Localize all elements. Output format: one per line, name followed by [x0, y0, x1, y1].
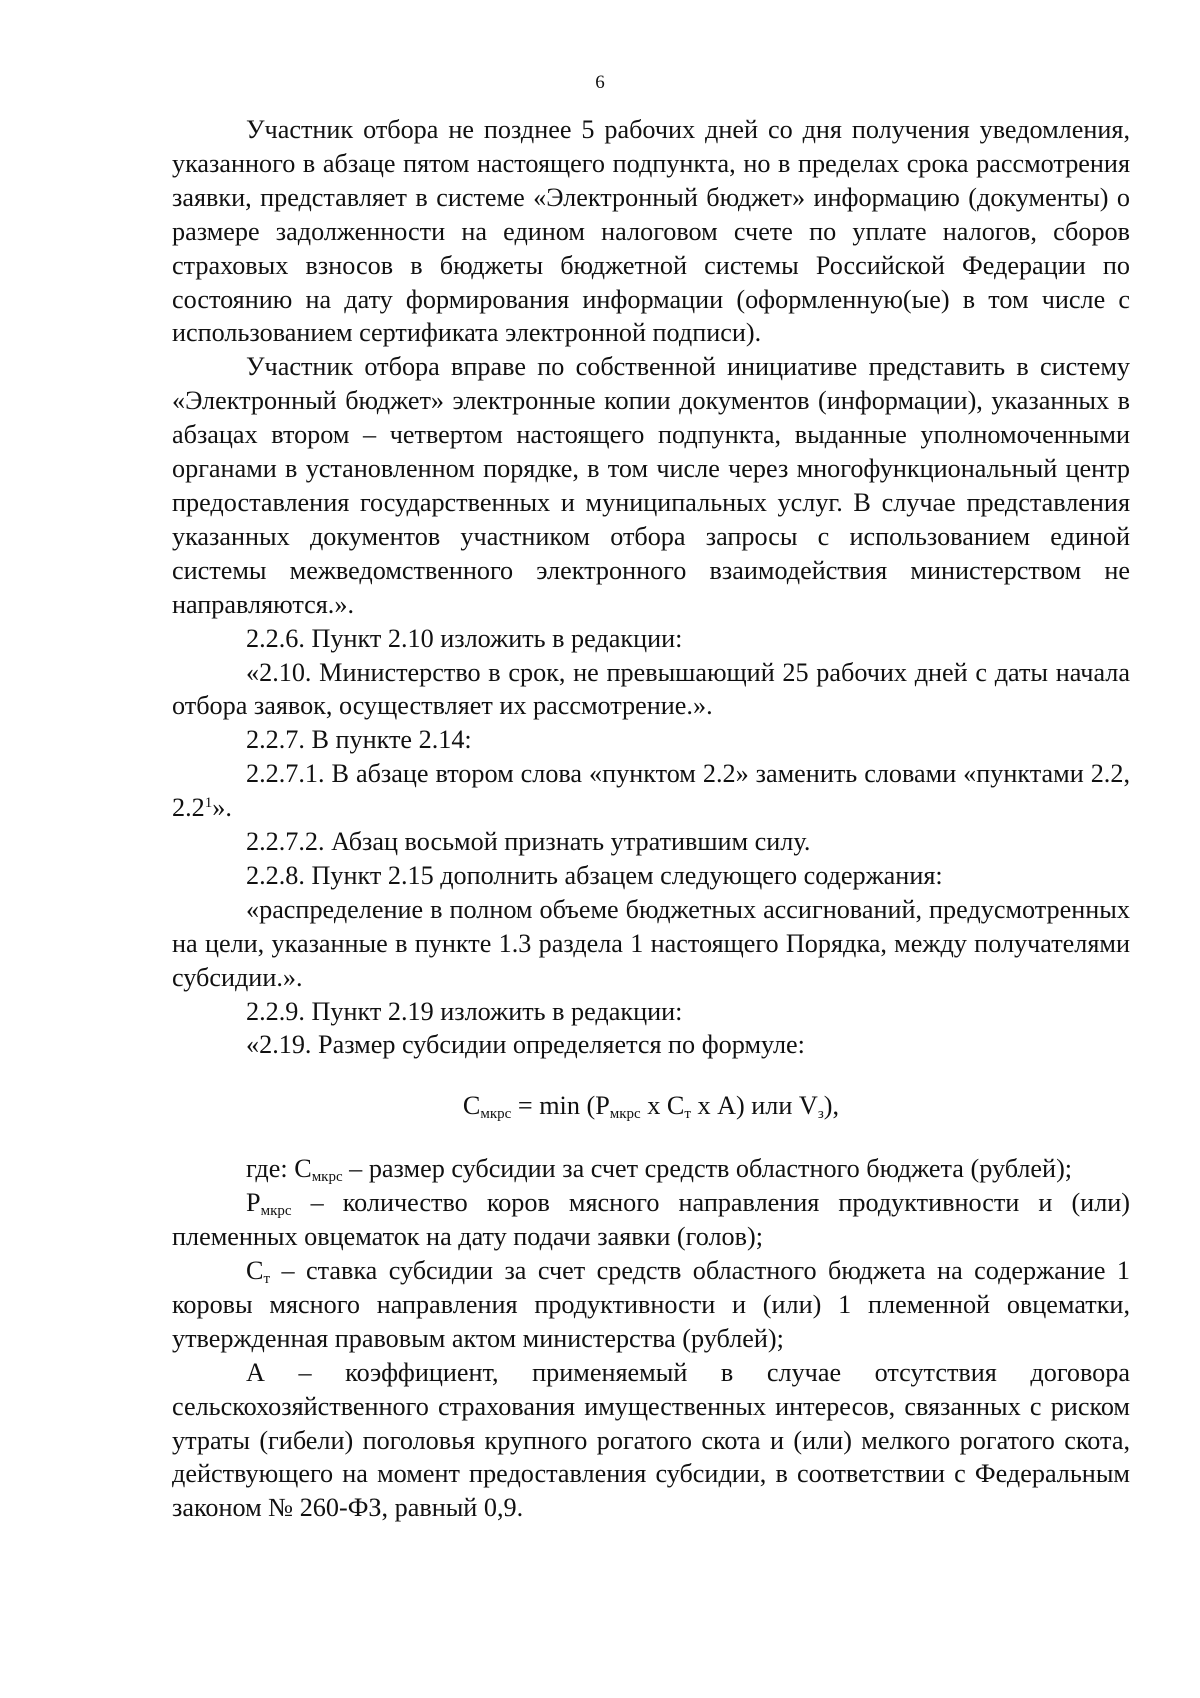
formula-c-subscript: мкрс	[480, 1106, 512, 1123]
paragraph-participant-initiative: Участник отбора вправе по собственной инициативе представить в систему «Электронный бюджет» электронные копии документов (информации), указанных в абзацах втором – четвертом настоящего подпункта, выданные уполномоченными органами в установленном порядке, в том числе через многофункциональный центр предоставления государственных и муниципальных услуг. В случае представления указанных документов участником отбора запросы с использованием единой системы межведомственного электронного взаимодействия министерством не направляются.».	[172, 352, 1130, 619]
definition-p-mkrs-subscript: мкрс	[260, 1203, 292, 1220]
subsidy-formula	[172, 1089, 1130, 1123]
definition-p-mkrs	[172, 1186, 1130, 1254]
definition-c-mkrs-text: – размер субсидии за счет средств областного бюджета (рублей);	[342, 1154, 1073, 1184]
document-body	[172, 113, 1130, 1525]
definition-c-t-text: – ставка субсидии за счет средств областного бюджета на содержание 1 коровы мясного направления продуктивности и (или) 1 племенной овцематки, утвержденная правовым актом министерства (рублей);	[172, 1256, 1130, 1353]
paragraph-2-10: «2.10. Министерство в срок, не превышающий 25 рабочих дней с даты начала отбора заявок, осуществляет их рассмотрение.».	[172, 657, 1130, 721]
paragraph-2-2-6: 2.2.6. Пункт 2.10 изложить в редакции:	[246, 623, 683, 653]
formula-x2: х А) или V	[690, 1091, 818, 1121]
paragraph-2-2-8: 2.2.8. Пункт 2.15 дополнить абзацем следующего содержания:	[246, 860, 943, 890]
formula-c: С	[462, 1091, 481, 1121]
page-number: 6	[595, 72, 605, 93]
definition-c-t-prefix: С	[246, 1256, 264, 1285]
paragraph-2-19: «2.19. Размер субсидии определяется по формуле:	[246, 1030, 805, 1060]
definition-c-t-subscript: т	[263, 1271, 271, 1287]
paragraph-2-2-7: 2.2.7. В пункте 2.14:	[246, 725, 472, 755]
definition-p-mkrs-prefix: Р	[246, 1188, 261, 1218]
formula-p-subscript: мкрс	[609, 1106, 641, 1123]
formula-eq: = min (Р	[511, 1091, 610, 1121]
paragraph-participant-debt: Участник отбора не позднее 5 рабочих дней со дня получения уведомления, указанного в абзаце пятом настоящего подпункта, но в пределах срока рассмотрения заявки, представляет в системе «Электронный бюджет» информацию (документы) о размере задолженности на едином налоговом счете по уплате налогов, сборов страховых взносов в бюджеты бюджетной системы Российской Федерации по состоянию на дату формирования информации (оформленную(ые) в том числе с использованием сертификата электронной подписи).	[172, 115, 1130, 348]
formula-ct-subscript: т	[684, 1106, 691, 1123]
formula-x1: х С	[640, 1091, 685, 1121]
definition-c-mkrs	[172, 1152, 1130, 1186]
definition-c-mkrs-prefix: где: С	[246, 1154, 312, 1184]
formula-end: ),	[823, 1091, 840, 1121]
paragraph-2-2-9: 2.2.9. Пункт 2.19 изложить в редакции:	[246, 996, 683, 1026]
definition-c-mkrs-subscript: мкрс	[311, 1169, 343, 1186]
formula-v-subscript: з	[817, 1106, 824, 1123]
superscript-one: 1	[204, 795, 213, 812]
paragraph-2-2-7-1	[172, 757, 1130, 825]
paragraph-distribution: «распределение в полном объеме бюджетных ассигнований, предусмотренных на цели, указанные в пункте 1.3 раздела 1 настоящего Порядка, между получателями субсидии.».	[172, 894, 1130, 992]
definition-c-t	[172, 1254, 1130, 1356]
definition-p-mkrs-text: – количество коров мясного направления продуктивности и (или) племенных овцематок на дату подачи заявки (голов);	[172, 1188, 1130, 1252]
paragraph-2-2-7-2: 2.2.7.2. Абзац восьмой признать утратившим силу.	[246, 827, 811, 857]
definition-a: А – коэффициент, применяемый в случае отсутствия договора сельскохозяйственного страхования имущественных интересов, связанных с риском утраты (гибели) поголовья крупного рогатого скота и (или) мелкого рогатого скота, действующего на момент предоставления субсидии, в соответствии с Федеральным законом № 260-ФЗ, равный 0,9.	[172, 1357, 1130, 1523]
paragraph-2-2-7-1-text: 2.2.7.1. В абзаце втором слова «пунктом 2.2» заменить словами «пунктами 2.2, 2.2	[172, 759, 1130, 823]
paragraph-2-2-7-1-end: ».	[212, 793, 232, 823]
